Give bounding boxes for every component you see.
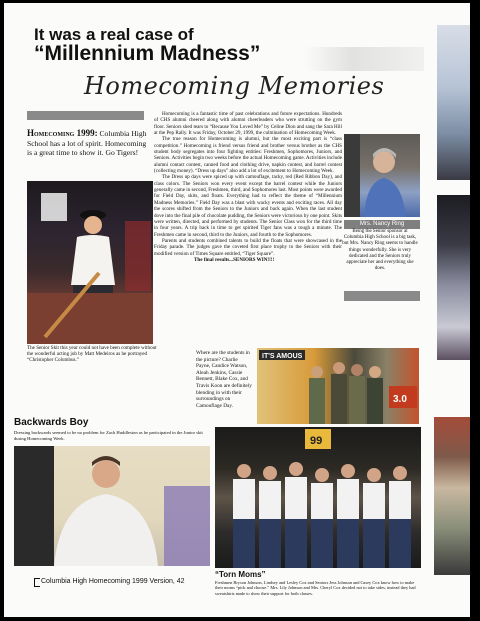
- backwards-photo: [14, 446, 210, 566]
- torn-moms-title: “Torn Moms”: [215, 570, 266, 579]
- ring-illustration: [344, 134, 420, 217]
- ring-name-bar: Mrs. Nancy Ring: [344, 220, 420, 229]
- backwards-illustration: [14, 446, 210, 566]
- backwards-caption: Dressing backwards seemed to be no problem for Zach Huddleston as he participated in the Junior skit during Homecoming Week.: [14, 430, 203, 441]
- headline: “Millennium Madness”: [34, 42, 261, 65]
- article-body: [154, 111, 342, 263]
- yearbook-page: [4, 3, 470, 617]
- jersey-number: 99: [310, 435, 323, 447]
- script-title: Homecoming Memories: [84, 72, 385, 100]
- ring-bottom-bar: [344, 291, 420, 301]
- footer-text: Columbia High Homecoming 1999 Version, 42: [41, 578, 185, 585]
- edge-photo-top: [437, 25, 470, 180]
- sign-text: IT'S AMOUS: [262, 353, 303, 360]
- lead-divider-bar: [27, 111, 144, 120]
- camouflage-illustration: [257, 348, 419, 424]
- footer-box: [34, 578, 40, 587]
- kicker-text: It was a real case of: [34, 25, 194, 44]
- senior-skit-photo: [27, 181, 153, 344]
- torn-moms-illustration: [215, 427, 421, 568]
- torn-moms-photo: [215, 427, 421, 568]
- article-final: The final results...SENIORS WIN!!!!: [194, 256, 275, 263]
- ring-photo: [344, 134, 420, 217]
- sign-number: 3.0: [393, 394, 407, 405]
- torn-moms-caption: Freshmen Bryson Johnson, Lindsey and Lesley Cox and Seniors Jess Johnson and Casey Cox know how to make their moms “pick and choose.” Mrs. Lily Johnson and Mrs. Cheryl Cox decided not to take sides, instead they had sweatshirts made to show their support for both classes.: [215, 580, 416, 596]
- lead-paragraph: [27, 129, 147, 158]
- ghost-title: [304, 47, 424, 71]
- lead-text: Columbia High School has a lot of spirit. Homecoming is a great time to show it. Go Tigers!: [27, 129, 147, 158]
- page-footer: [34, 578, 185, 587]
- senior-skit-caption: The Senior Skit this year could not have been complete without the wonderful acting job by Matt Medeiros as he portrayed “Christopher Columbus.”: [27, 345, 157, 364]
- backwards-title: Backwards Boy: [14, 417, 89, 428]
- ring-caption: Being the Senior sponsor at Columbia High School is a big task, but Mrs. Nancy Ring seems to handle things wonderfully. She is very dedicated and the Seniors truly appreciate her and everything she does.: [342, 229, 418, 272]
- article-paragraph: Parents and students combined talents to build the floats that were showcased in the Friday parade. The judges gave the coveted first place trophy to the Seniors with their modified version of Times Square entitled, “Tiger Square”.: [154, 237, 342, 257]
- edge-photo-bottom: [434, 417, 470, 575]
- edge-photo-middle: [437, 195, 470, 360]
- senior-skit-illustration: [27, 181, 153, 344]
- article-paragraph: Homecoming is a fantastic time of past celebrations and future expectations. Hundreds of CHS alumni cheered along with alumni cheerleaders who were strutting on the gym floor. Seniors shed tears to “Because You Loved Me” by Celine Dion and sang the Sara Hill at the Pep Rally. It was Friday, October 29, 1999, the culmination of Homecoming Week.: [154, 111, 342, 137]
- article-paragraph: The Dress up days were spiced up with camouflage, tacky, red (Red Ribbon Day), and class colors. The Seniors won every event except the barrel contest while the Juniors generally came in second, Freshmen, third, and Sophomores last. Most points were awarded for Field Day, skits, and floats. Everything had to reflect the theme of “Millennium Madness Memories.” Field Day was a blast with wacky events and exciting races. All day the scores shifted from the Seniors to the Juniors and back again. When the last student dove into the final pile of chocolate pudding, the Seniors were victorious by one point. Skits were written, directed, and performed by students. The Senior Class won for the third time in four years. A trip back in time to get spirited Tiger fans was a tough a minute. The Freshmen came in second, third to the Juniors, and fourth to the Sophomores.: [154, 174, 343, 238]
- lead-title: Homecoming 1999:: [27, 128, 98, 138]
- article-paragraph: The true reason for Homecoming is alumni, but the most exciting part is “class competition.” Homecoming is friend versus friend and brother versus brother as the CHS student body segregates into four fighting entities: Freshmen, Sophomores, Juniors, and Seniors. Activities begin two weeks before the actual Homecoming game. Activities include alumni contact contest, canned food and clothing drive, napkin contest, and barrel contest (collecting money). “Dress up days” also add a lot of excitement to Homecoming Week.: [154, 136, 342, 175]
- camouflage-caption: Where are the students in the picture? Charlie Payne, Candice Watson, Aleah Jenkins, Cassie Bennett, Blake Cox, and Travis Koon are definitely blending in with their surroundings on Camouflage Day.: [196, 350, 252, 409]
- camouflage-photo: [257, 348, 419, 424]
